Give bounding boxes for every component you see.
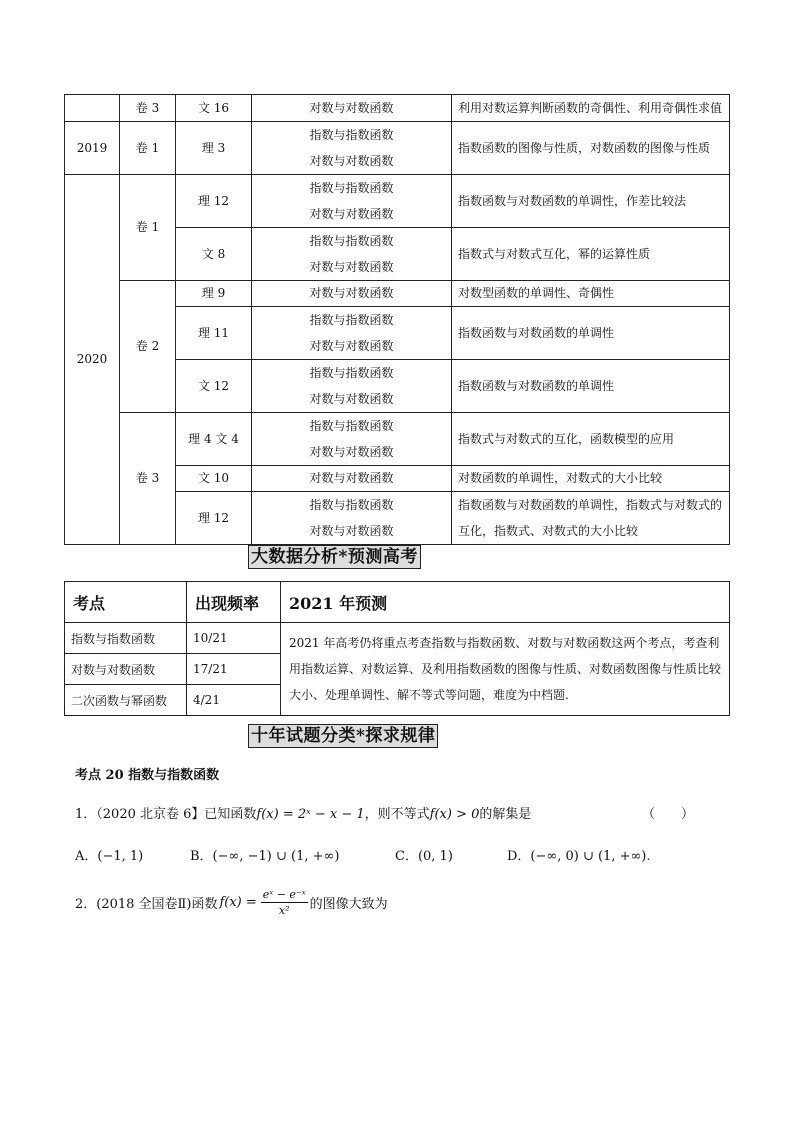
- content-cell: 指数式与对数式互化，幂的运算性质: [452, 228, 730, 281]
- question-2-stem: [75, 888, 388, 917]
- prediction-table: [64, 581, 730, 716]
- num-cell: 文 10: [176, 466, 252, 492]
- content-cell: 对数函数的单调性，对数式的大小比较: [452, 466, 730, 492]
- option-a: A．(−1, 1): [75, 849, 144, 864]
- content-cell: 指数函数与对数函数的单调性，指数式与对数式的互化，指数式、对数式的大小比较: [452, 492, 730, 545]
- num-cell: 文 12: [176, 360, 252, 413]
- num-cell: 理 9: [176, 281, 252, 307]
- q2-prefix: 2．(2018 全国卷Ⅱ)函数: [75, 897, 218, 912]
- topic-cell: 指数与指数函数 对数与对数函数: [252, 413, 452, 466]
- num-cell: 文 8: [176, 228, 252, 281]
- topic-cell: 对数与对数函数: [252, 281, 452, 307]
- q1-inequality: f(x) > 0: [429, 807, 480, 822]
- num-cell: 理 11: [176, 307, 252, 360]
- answer-bracket: （ ）: [642, 807, 695, 822]
- q1-mid: ，则不等式: [364, 807, 430, 822]
- topic-cell: 指数与指数函数 对数与对数函数: [252, 175, 452, 228]
- topic-frequency: 10/21: [187, 623, 281, 654]
- table-header-row: [65, 582, 730, 623]
- year-cell: 2019: [65, 122, 120, 175]
- q2-suffix: 的图像大致为: [309, 897, 388, 912]
- topic-cell: 指数与指数函数 对数与对数函数: [252, 360, 452, 413]
- option-c: C．(0, 1): [395, 849, 453, 864]
- table-row: [65, 95, 730, 122]
- juan-cell: 卷 3: [120, 413, 176, 545]
- topic-name: 指数与指数函数: [65, 623, 187, 654]
- num-cell: 理 12: [176, 492, 252, 545]
- content-cell: 对数型函数的单调性、奇偶性: [452, 281, 730, 307]
- section-title: 考点 20 指数与指数函数: [75, 768, 220, 783]
- table-row: [65, 413, 730, 466]
- topic-name: 对数与对数函数: [65, 654, 187, 685]
- content-cell: 指数函数与对数函数的单调性，作差比较法: [452, 175, 730, 228]
- table-row: [65, 122, 730, 175]
- q1-prefix: 1．（2020 北京卷 6】已知函数: [75, 807, 257, 822]
- num-cell: 理 12: [176, 175, 252, 228]
- q2-function-lhs: f(x) =: [219, 895, 257, 910]
- question-1-stem: [75, 803, 531, 822]
- header-kaodian: 考点: [65, 582, 187, 623]
- juan-cell: 卷 3: [120, 95, 176, 122]
- header-frequency: 出现频率: [187, 582, 281, 623]
- juan-cell: 卷 1: [120, 175, 176, 281]
- option-d: D．(−∞, 0) ∪ (1, +∞).: [507, 849, 651, 864]
- content-cell: 指数函数与对数函数的单调性: [452, 360, 730, 413]
- num-cell: 理 3: [176, 122, 252, 175]
- content-cell: 指数函数的图像与性质，对数函数的图像与性质: [452, 122, 730, 175]
- q2-denominator: x²: [278, 904, 290, 917]
- juan-cell: 卷 1: [120, 122, 176, 175]
- option-d-tail: .: [646, 849, 651, 864]
- topic-cell: 指数与指数函数 对数与对数函数: [252, 307, 452, 360]
- header-prediction: 2021 年预测: [281, 582, 730, 623]
- q2-fraction: [261, 888, 308, 917]
- topic-cell: 指数与指数函数 对数与对数函数: [252, 122, 452, 175]
- topic-cell: 对数与对数函数: [252, 95, 452, 122]
- content-cell: 指数函数与对数函数的单调性: [452, 307, 730, 360]
- num-cell: 理 4 文 4: [176, 413, 252, 466]
- topic-name: 二次函数与幂函数: [65, 685, 187, 716]
- content-cell: 利用对数运算判断函数的奇偶性、利用奇偶性求值: [452, 95, 730, 122]
- topic-frequency: 4/21: [187, 685, 281, 716]
- history-table: [64, 94, 730, 545]
- section-banner-classification: 十年试题分类*探求规律: [248, 724, 438, 748]
- q1-suffix: 的解集是: [479, 807, 532, 822]
- q2-numerator: eˣ − e⁻ˣ: [262, 888, 306, 901]
- year-cell: 2020: [65, 175, 120, 545]
- q1-function: f(x) = 2ˣ − x − 1: [256, 807, 365, 822]
- table-row: [65, 175, 730, 228]
- juan-cell: 卷 2: [120, 281, 176, 413]
- topic-cell: 对数与对数函数: [252, 466, 452, 492]
- content-cell: 指数式与对数式的互化，函数模型的应用: [452, 413, 730, 466]
- table-row: [65, 281, 730, 307]
- topic-frequency: 17/21: [187, 654, 281, 685]
- num-cell: 文 16: [176, 95, 252, 122]
- table-row: [65, 623, 730, 654]
- section-banner-prediction: 大数据分析*预测高考: [248, 545, 421, 569]
- option-b: B．(−∞, −1) ∪ (1, +∞): [190, 849, 340, 864]
- topic-cell: 指数与指数函数 对数与对数函数: [252, 492, 452, 545]
- prediction-text: 2021 年高考仍将重点考查指数与指数函数、对数与对数函数这两个考点，考查利用指数运算、对数运算、及利用指数函数的图像与性质、对数函数图像与性质比较大小、处理单调性、解不等式等问题，难度为中档题.: [281, 623, 730, 716]
- topic-cell: 指数与指数函数 对数与对数函数: [252, 228, 452, 281]
